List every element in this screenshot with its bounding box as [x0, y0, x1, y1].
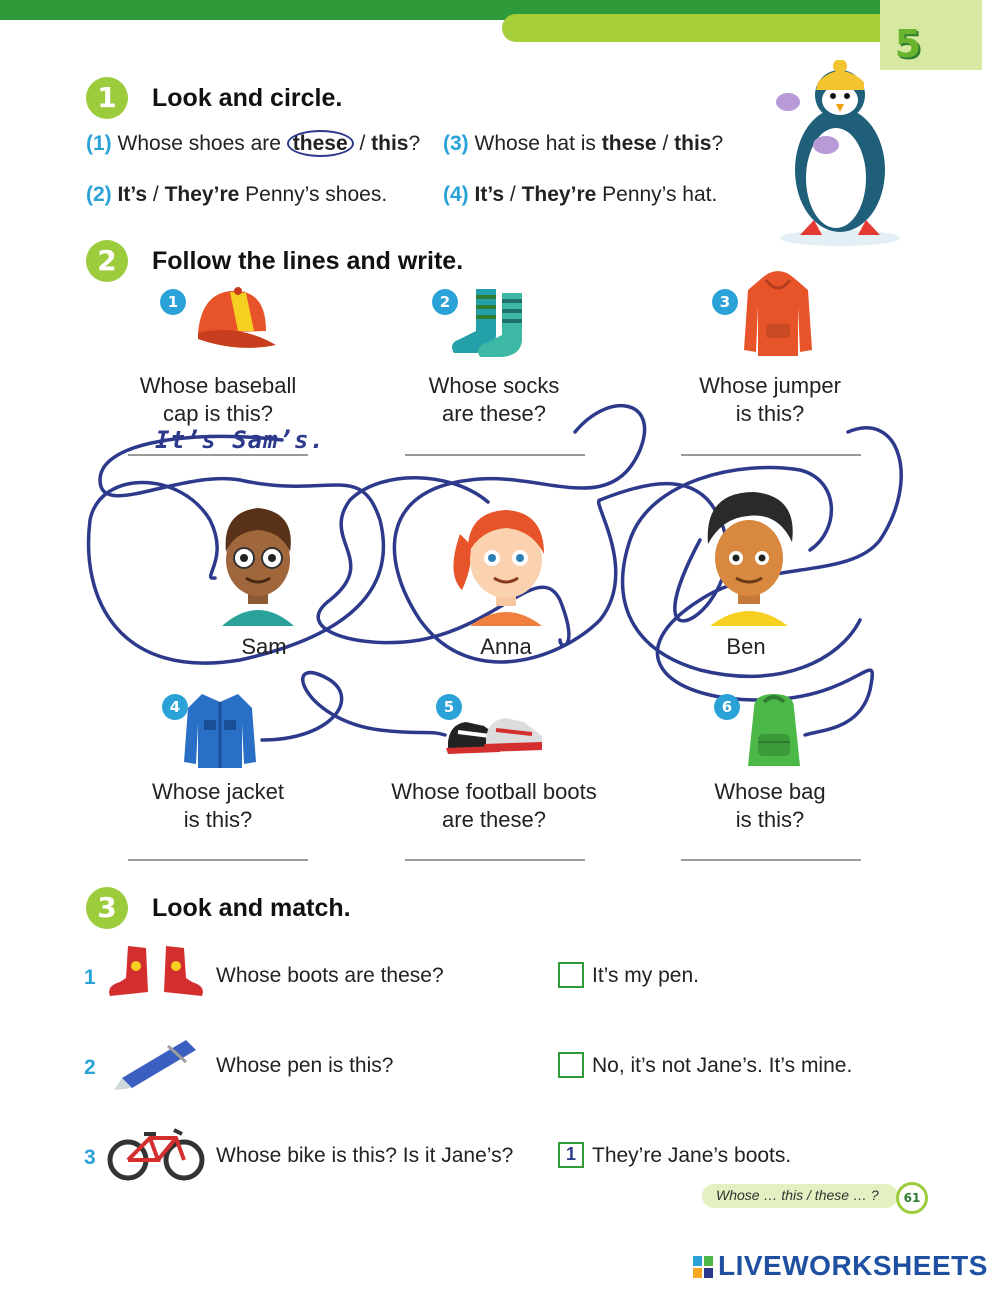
item-4-badge: 4: [162, 694, 188, 720]
pen-icon: [108, 1032, 202, 1092]
match-question-1: Whose boots are these?: [216, 964, 444, 987]
socks-icon: [446, 285, 536, 359]
sam-portrait: [208, 498, 308, 626]
page-number: 61: [896, 1182, 928, 1214]
person-name-ben: Ben: [726, 634, 766, 659]
ben-portrait: [694, 486, 804, 626]
red-boots-icon: [106, 944, 206, 1000]
person-name-anna: Anna: [480, 634, 532, 659]
item-end: ?: [408, 132, 421, 155]
match-question-3: Whose bike is this? Is it Jane’s?: [216, 1144, 514, 1167]
question-line-2: are these?: [442, 807, 546, 832]
question-line-1: Whose jumper: [699, 373, 841, 398]
section-3-title: Look and match.: [152, 894, 351, 922]
match-answer-box-2[interactable]: [558, 1052, 584, 1078]
choice-these[interactable]: these: [601, 132, 657, 155]
answer-1-text[interactable]: It’s Sam’s.: [155, 426, 325, 454]
choice-these-circled[interactable]: these: [287, 130, 354, 157]
person-name-sam: Sam: [241, 634, 287, 659]
choice-theyre[interactable]: They’re: [164, 183, 240, 206]
section-1-title: Look and circle.: [152, 84, 343, 112]
brand-wordmark: LIVEWORKSHEETS: [718, 1250, 988, 1281]
answer-5-line[interactable]: [405, 859, 585, 861]
question-line-1: Whose socks: [428, 373, 560, 398]
baseball-cap-icon: [188, 283, 280, 355]
section-2-number: 2: [86, 240, 128, 282]
match-answer-2: No, it’s not Jane’s. It’s mine.: [592, 1054, 853, 1077]
item-number: (3): [443, 132, 469, 155]
bike-icon: [106, 1124, 206, 1182]
question-line-1: Whose baseball: [139, 373, 297, 398]
answer-2-line[interactable]: [405, 454, 585, 456]
match-question-2-number: 2: [84, 1056, 96, 1079]
anna-portrait: [440, 494, 572, 626]
item-5-badge: 5: [436, 694, 462, 720]
item-3-badge: 3: [712, 289, 738, 315]
match-answer-3: They’re Jane’s boots.: [592, 1144, 792, 1167]
match-question-2: Whose pen is this?: [216, 1054, 394, 1077]
item-text: Whose shoes are: [117, 132, 287, 155]
separator: /: [147, 183, 165, 206]
answer-1-line[interactable]: [128, 454, 308, 456]
item-2-badge: 2: [432, 289, 458, 315]
item-1-badge: 1: [160, 289, 186, 315]
question-line-2: is this?: [735, 807, 805, 832]
question-1: [98, 372, 338, 428]
match-question-3-number: 3: [84, 1146, 96, 1169]
separator: /: [656, 132, 675, 155]
jacket-icon: [180, 690, 260, 772]
question-3: [650, 372, 890, 428]
item-text: Whose hat is: [474, 132, 602, 155]
section-3-number: 3: [86, 887, 128, 929]
match-question-1-number: 1: [84, 966, 96, 989]
match-answer-box-1[interactable]: [558, 962, 584, 988]
item-number: (4): [443, 183, 469, 206]
question-line-1: Whose jacket: [151, 779, 285, 804]
item-6-badge: 6: [714, 694, 740, 720]
question-line-2: are these?: [442, 401, 546, 426]
item-number: (2): [86, 183, 112, 206]
answer-4-line[interactable]: [128, 859, 308, 861]
section-2-title: Follow the lines and write.: [152, 247, 464, 275]
question-line-2: is this?: [735, 401, 805, 426]
separator: /: [353, 132, 372, 155]
question-2: [374, 372, 614, 428]
choice-its[interactable]: It’s: [117, 183, 148, 206]
liveworksheets-logo-icon: [693, 1256, 713, 1278]
match-answer-box-3[interactable]: 1: [558, 1142, 584, 1168]
item-end: Penny’s hat.: [596, 183, 718, 206]
item-end: Penny’s shoes.: [239, 183, 388, 206]
item-number: (1): [86, 132, 112, 155]
choice-theyre[interactable]: They’re: [521, 183, 597, 206]
jumper-icon: [738, 266, 818, 360]
separator: /: [504, 183, 522, 206]
football-boots-icon: [444, 712, 546, 758]
question-line-2: cap is this?: [162, 401, 274, 426]
choice-its[interactable]: It’s: [474, 183, 505, 206]
answer-3-line[interactable]: [681, 454, 861, 456]
question-6: [650, 778, 890, 834]
backpack-icon: [738, 690, 810, 770]
choice-this[interactable]: this: [371, 132, 409, 155]
question-line-1: Whose bag: [714, 779, 826, 804]
choice-this[interactable]: this: [674, 132, 712, 155]
question-4: [98, 778, 338, 834]
section-1-number: 1: [86, 77, 128, 119]
answer-6-line[interactable]: [681, 859, 861, 861]
match-answer-1: It’s my pen.: [592, 964, 699, 987]
item-end: ?: [711, 132, 724, 155]
unit-number: 5: [894, 22, 922, 66]
question-line-2: is this?: [183, 807, 253, 832]
question-line-1: Whose football boots: [391, 779, 597, 804]
footer-topic: Whose … this / these … ?: [716, 1187, 879, 1203]
question-5: [374, 778, 614, 834]
